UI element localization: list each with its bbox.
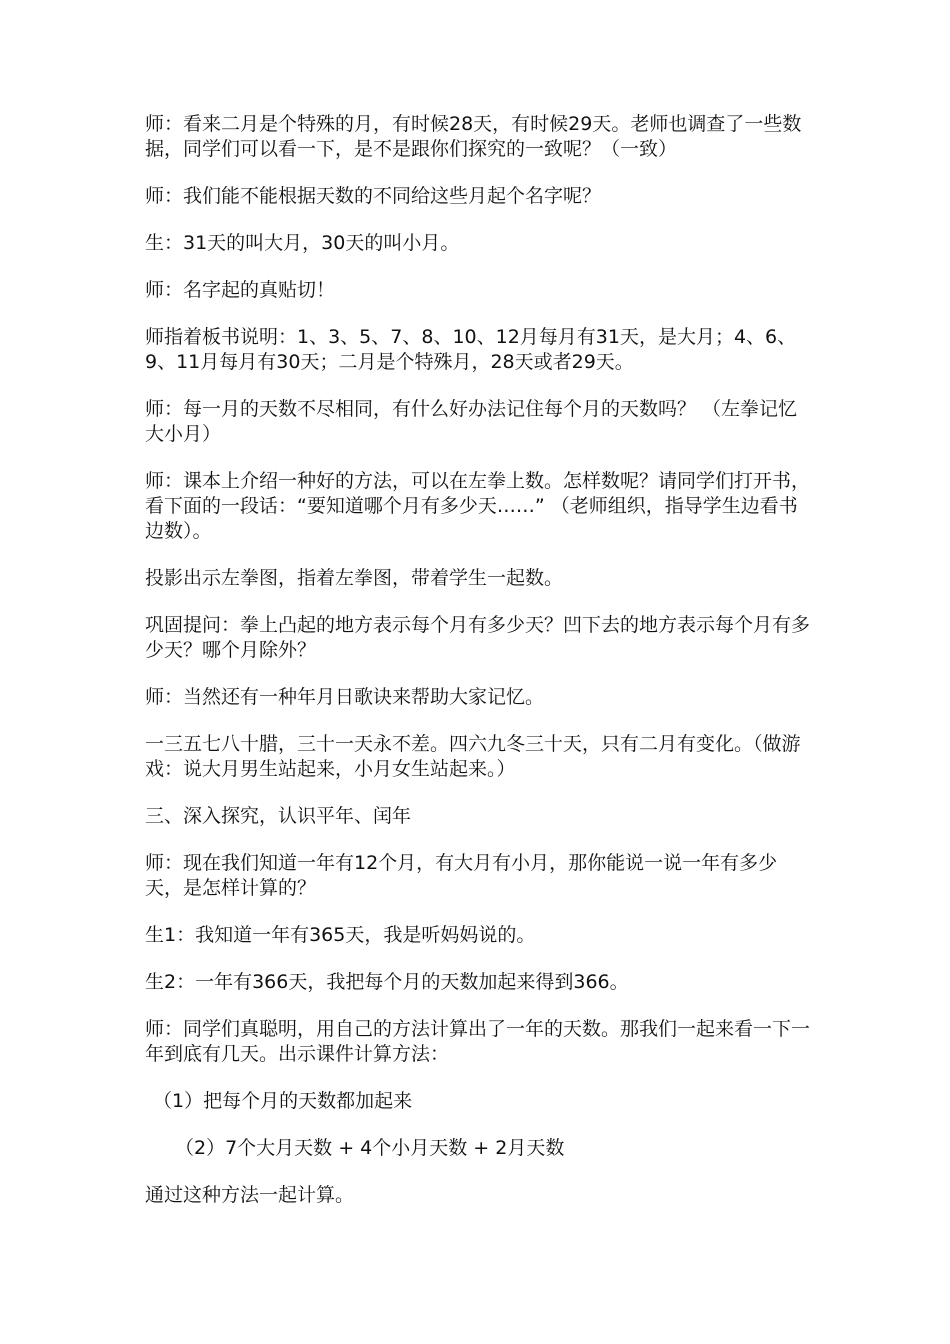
paragraph-consolidation: 巩固提问：拳上凸起的地方表示每个月有多少天？凹下去的地方表示每个月有多少天？哪个月除外？ — [145, 614, 811, 661]
paragraph-closing: 通过这种方法一起计算。 — [145, 1184, 355, 1206]
paragraph-february-special: 师：看来二月是个特殊的月，有时候28天，有时候29天。老师也调查了一些数据，同学们可以看一下，是不是跟你们探究的一致呢？（一致） — [145, 113, 802, 160]
paragraph-student1: 生1：我知道一年有365天，我是听妈妈说的。 — [145, 924, 536, 946]
paragraph-name-question: 师：我们能不能根据天数的不同给这些月起个名字呢？ — [145, 185, 602, 207]
method-item-1: （1）把每个月的天数都加起来 — [153, 1090, 413, 1112]
document-page — [145, 112, 810, 1230]
paragraph-year-days-question: 师：现在我们知道一年有12个月，有大月有小月，那你能说一说一年有多少天，是怎样计算的？ — [145, 852, 778, 899]
paragraph-board-explanation: 师指着板书说明：1、3、5、7、8、10、12月每月有31天，是大月；4、6、9、11月每月有30天；二月是个特殊月，28天或者29天。 — [145, 326, 797, 373]
paragraph-rhyme-intro: 师：当然还有一种年月日歌诀来帮助大家记忆。 — [145, 686, 545, 708]
paragraph-projection: 投影出示左拳图，指着左拳图，带着学生一起数。 — [145, 567, 564, 589]
paragraph-rhyme: 一三五七八十腊，三十一天永不差。四六九冬三十天，只有二月有变化。（做游戏：说大月男生站起来，小月女生站起来。） — [145, 733, 801, 780]
section-heading: 三、深入探究，认识平年、闰年 — [145, 805, 412, 827]
paragraph-student2: 生2：一年有366天，我把每个月的天数加起来得到366。 — [145, 971, 629, 993]
method-item-2: （2）7个大月天数 + 4个小月天数 + 2月天数 — [175, 1137, 565, 1159]
paragraph-teacher-praise: 师：名字起的真贴切！ — [145, 279, 336, 301]
paragraph-memory-question: 师：每一月的天数不尽相同，有什么好办法记住每个月的天数吗？ （左拳记忆大小月） — [145, 398, 798, 445]
paragraph-teacher-courseware: 师：同学们真聪明，用自己的方法计算出了一年的天数。那我们一起来看一下一年到底有几天。出示课件计算方法： — [145, 1018, 811, 1065]
paragraph-textbook-method: 师：课本上介绍一种好的方法，可以在左拳上数。怎样数呢？请同学们打开书，看下面的一段话：“要知道哪个月有多少天……” （老师组织，指导学生边看书边数）。 — [145, 470, 811, 542]
paragraph-student-answer: 生：31天的叫大月，30天的叫小月。 — [145, 232, 460, 254]
